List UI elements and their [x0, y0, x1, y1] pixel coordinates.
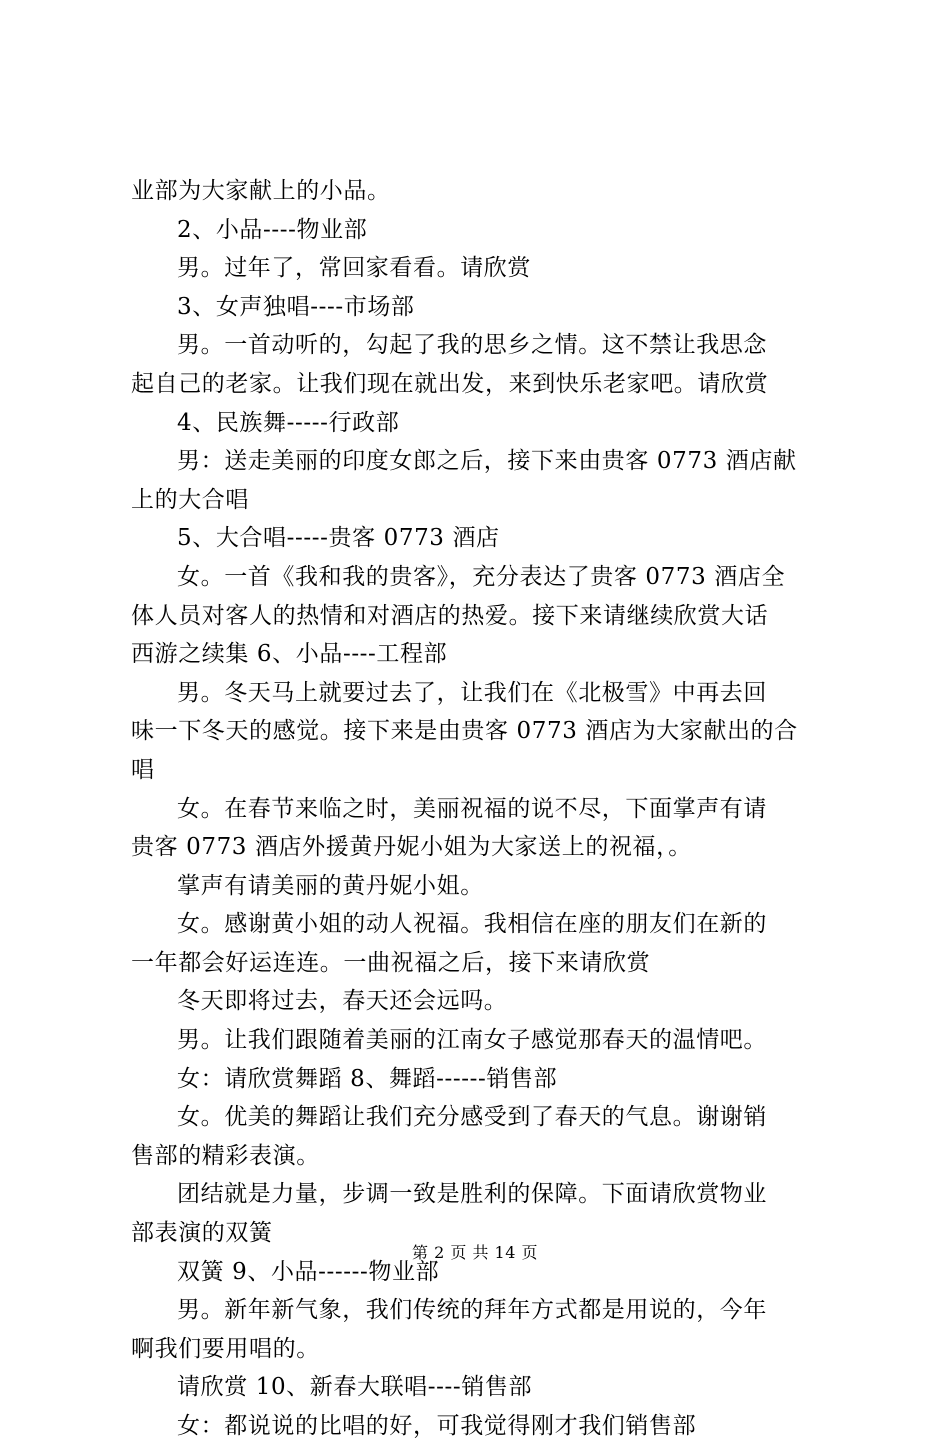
text-line: 男。过年了，常回家看看。请欣赏: [177, 255, 531, 282]
text-line: 男。让我们跟随着美丽的江南女子感觉那春天的温情吧。: [177, 1027, 767, 1054]
text-line: 女。在春节来临之时，美丽祝福的说不尽，下面掌声有请: [177, 795, 767, 822]
text-line: 请欣赏 10、新春大联唱----销售部: [177, 1374, 533, 1401]
text-line: 女。一首《我和我的贵客》，充分表达了贵客 0773 酒店全: [177, 563, 786, 590]
text-line: 4、民族舞-----行政部: [177, 409, 400, 436]
text-line: 女。优美的舞蹈让我们充分感受到了春天的气息。谢谢销: [177, 1104, 767, 1131]
text-line: 味一下冬天的感觉。接下来是由贵客 0773 酒店为大家献出的合: [131, 718, 798, 745]
text-line: 贵客 0773 酒店外援黄丹妮小姐为大家送上的祝福，。: [131, 834, 692, 861]
text-line: 双簧 9、小品------物业部: [177, 1258, 440, 1285]
text-line: 部表演的双簧: [131, 1220, 273, 1247]
text-line: 男：送走美丽的印度女郎之后，接下来由贵客 0773 酒店献: [177, 448, 797, 475]
text-line: 西游之续集 6、小品----工程部: [131, 641, 448, 668]
text-line: 业部为大家献上的小品。: [131, 178, 391, 204]
text-line: 起自己的老家。让我们现在就出发，来到快乐老家吧。请欣赏: [131, 370, 769, 397]
text-line: 女：都说说的比唱的好，可我觉得刚才我们销售部: [177, 1413, 697, 1439]
text-line: 团结就是力量，步调一致是胜利的保障。下面请欣赏物业: [177, 1181, 767, 1208]
text-line: 男。新年新气象，我们传统的拜年方式都是用说的，今年: [177, 1297, 767, 1324]
text-line: 5、大合唱-----贵客 0773 酒店: [177, 525, 500, 552]
text-line: 体人员对客人的热情和对酒店的热爱。接下来请继续欣赏大话: [131, 602, 769, 629]
text-line: 男。一首动听的，勾起了我的思乡之情。这不禁让我思念: [177, 332, 767, 359]
page-footer: 第 2 页 共 14 页: [412, 1243, 538, 1262]
text-line: 3、女声独唱----市场部: [177, 293, 415, 320]
text-line: 男。冬天马上就要过去了，让我们在《北极雪》中再去回: [177, 679, 767, 706]
text-line: 女：请欣赏舞蹈 8、舞蹈------销售部: [177, 1065, 558, 1092]
text-line: 女。感谢黄小姐的动人祝福。我相信在座的朋友们在新的: [177, 911, 767, 938]
text-line: 2、小品----物业部: [177, 216, 368, 243]
text-line: 冬天即将过去，春天还会远吗。: [177, 988, 508, 1015]
text-line: 掌声有请美丽的黄丹妮小姐。: [177, 872, 484, 899]
text-line: 售部的精彩表演。: [131, 1142, 320, 1169]
text-line: 啊我们要用唱的。: [131, 1335, 320, 1362]
text-line: 一年都会好运连连。一曲祝福之后，接下来请欣赏: [131, 949, 651, 976]
text-line: 上的大合唱: [131, 486, 249, 513]
text-line: 唱: [131, 756, 155, 783]
